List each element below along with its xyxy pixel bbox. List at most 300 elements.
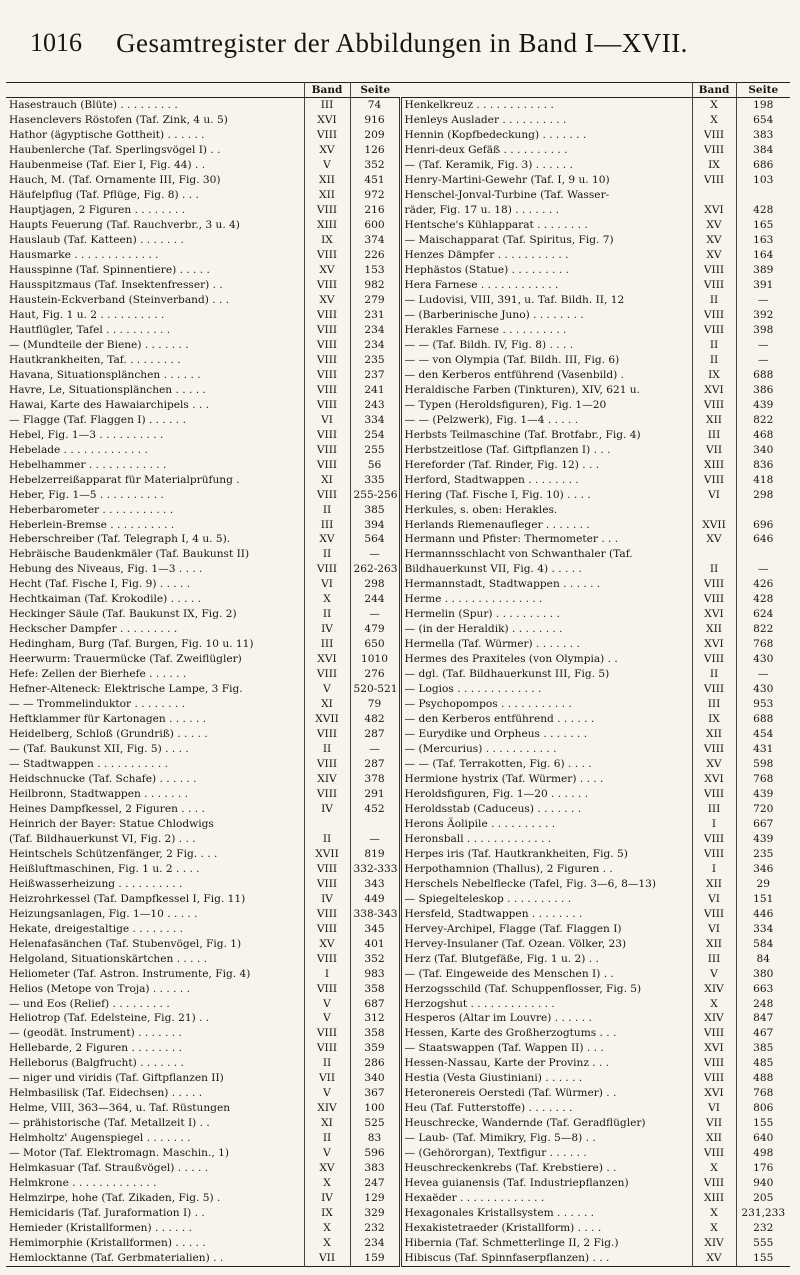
entry-right: Herford, Stadtwappen . . . . . . . . xyxy=(400,472,692,487)
band-right: XV xyxy=(692,532,736,547)
band-right: XII xyxy=(692,877,736,892)
entry-left: Heber, Fig. 1—5 . . . . . . . . . . xyxy=(9,488,164,501)
seite-right: 624 xyxy=(736,607,790,622)
entry-left: Helleborus (Balgfrucht) . . . . . . . xyxy=(9,1057,184,1070)
entry-right: — Laub- (Taf. Mimikry, Fig. 5—8) . . xyxy=(400,1131,692,1146)
seite-right: 164 xyxy=(736,248,790,263)
band-right xyxy=(692,502,736,517)
seite-right: 383 xyxy=(736,128,790,143)
entry-right: Hermelin (Spur) . . . . . . . . . . xyxy=(400,607,692,622)
entry-left: — Stadtwappen . . . . . . . . . . . xyxy=(9,758,168,771)
band-right: VIII xyxy=(692,742,736,757)
band-right: VIII xyxy=(692,592,736,607)
band-right: II xyxy=(692,562,736,577)
register-row xyxy=(6,338,790,353)
entry-right: Heronsball . . . . . . . . . . . . . xyxy=(400,832,692,847)
seite-left: 255 xyxy=(350,442,400,457)
band-right xyxy=(692,188,736,203)
band-right: XV xyxy=(692,248,736,263)
entry-right: — Typen (Heroldsfiguren), Fig. 1—20 xyxy=(400,398,692,413)
seite-right: 822 xyxy=(736,622,790,637)
entry-right: Herz (Taf. Blutgefäße, Fig. 1 u. 2) . . xyxy=(400,951,692,966)
band-left: XV xyxy=(304,936,350,951)
band-left: IV xyxy=(304,892,350,907)
seite-left: 286 xyxy=(350,1056,400,1071)
entry-left: Hathor (ägyptische Gottheit) . . . . . . xyxy=(9,129,205,142)
seite-left: 244 xyxy=(350,592,400,607)
entry-left: Heißwasserheizung . . . . . . . . . . xyxy=(9,877,183,890)
entry-right: — den Kerberos entführend . . . . . . xyxy=(400,712,692,727)
entry-left: Heißluftmaschinen, Fig. 1 u. 2 . . . . xyxy=(9,862,200,875)
seite-right: 198 xyxy=(736,98,790,114)
seite-right: 439 xyxy=(736,832,790,847)
seite-right: 418 xyxy=(736,472,790,487)
band-left: VI xyxy=(304,413,350,428)
register-row xyxy=(6,742,790,757)
entry-right: Herpes iris (Taf. Hautkrankheiten, Fig. 5) xyxy=(400,847,692,862)
seite-right: 389 xyxy=(736,263,790,278)
register-row xyxy=(6,592,790,607)
band-right: III xyxy=(692,697,736,712)
seite-left: 378 xyxy=(350,772,400,787)
entry-left: Häufelpflug (Taf. Pflüge, Fig. 8) . . . xyxy=(9,189,199,202)
register-body xyxy=(6,98,790,1267)
seite-right: 29 xyxy=(736,877,790,892)
entry-right: Herpothamnion (Thallus), 2 Figuren . . xyxy=(400,862,692,877)
seite-right: — xyxy=(736,562,790,577)
band-left: XI xyxy=(304,1116,350,1131)
register-row xyxy=(6,1116,790,1131)
band-right: X xyxy=(692,996,736,1011)
entry-right: Hermann und Pfister: Thermometer . . . xyxy=(400,532,692,547)
band-right: VIII xyxy=(692,143,736,158)
entry-right: Heuschrecke, Wandernde (Taf. Geradflügler) xyxy=(400,1116,692,1131)
seite-left: 972 xyxy=(350,188,400,203)
entry-left: Haustein-Eckverband (Steinverband) . . . xyxy=(9,293,230,306)
register-row xyxy=(6,428,790,443)
entry-left: Haupts Feuerung (Taf. Rauchverbr., 3 u. 4) xyxy=(9,219,240,232)
seite-left: — xyxy=(350,547,400,562)
entry-right: Hessen-Nassau, Karte der Provinz . . . xyxy=(400,1056,692,1071)
entry-left: Heinrich der Bayer: Statue Chlodwigs xyxy=(9,817,214,830)
seite-left: 982 xyxy=(350,278,400,293)
band-right: VIII xyxy=(692,323,736,338)
seite-right: 430 xyxy=(736,652,790,667)
band-right: XV xyxy=(692,757,736,772)
entry-right: Henri-deux Gefäß . . . . . . . . . . xyxy=(400,143,692,158)
entry-left: Helgoland, Situationskärtchen . . . . . xyxy=(9,952,208,965)
seite-left: 287 xyxy=(350,727,400,742)
entry-right: Herme . . . . . . . . . . . . . . . xyxy=(400,592,692,607)
band-left: VIII xyxy=(304,667,350,682)
entry-left: Helenafasänchen (Taf. Stubenvögel, Fig. 1) xyxy=(9,937,242,950)
band-left: XI xyxy=(304,472,350,487)
band-right: XV xyxy=(692,1251,736,1267)
register-row xyxy=(6,1206,790,1221)
entry-right: Hereforder (Taf. Rinder, Fig. 12) . . . xyxy=(400,457,692,472)
band-left: VIII xyxy=(304,428,350,443)
seite-right: 334 xyxy=(736,921,790,936)
register-row xyxy=(6,323,790,338)
band-left: VIII xyxy=(304,951,350,966)
seite-left: 340 xyxy=(350,1071,400,1086)
seite-left: 298 xyxy=(350,577,400,592)
band-left: VIII xyxy=(304,383,350,398)
seite-left: 358 xyxy=(350,981,400,996)
register-row xyxy=(6,487,790,502)
register-row xyxy=(6,308,790,323)
seite-left: 262-263 xyxy=(350,562,400,577)
band-left: II xyxy=(304,1131,350,1146)
entry-left: Hebelade . . . . . . . . . . . . . xyxy=(9,443,148,456)
seite-right: 488 xyxy=(736,1071,790,1086)
register-row xyxy=(6,368,790,383)
band-left: VIII xyxy=(304,457,350,472)
entry-right: Hexakistetraeder (Kristallform) . . . . xyxy=(400,1221,692,1236)
band-left: XIV xyxy=(304,1101,350,1116)
register-row xyxy=(6,727,790,742)
band-right: X xyxy=(692,1221,736,1236)
entry-right: — (Taf. Eingeweide des Menschen I) . . xyxy=(400,966,692,981)
seite-left: 234 xyxy=(350,1236,400,1251)
band-right: IX xyxy=(692,712,736,727)
band-right: VIII xyxy=(692,577,736,592)
register-row xyxy=(6,472,790,487)
entry-left: — Flagge (Taf. Flaggen I) . . . . . . xyxy=(9,413,186,426)
seite-left: 600 xyxy=(350,218,400,233)
register-row xyxy=(6,667,790,682)
entry-left: Heliotrop (Taf. Edelsteine, Fig. 21) . . xyxy=(9,1012,210,1025)
band-right: VIII xyxy=(692,308,736,323)
band-left: VII xyxy=(304,1251,350,1267)
entry-left: Hebel, Fig. 1—3 . . . . . . . . . . xyxy=(9,428,164,441)
page-header xyxy=(30,22,774,62)
entry-right: — Maischapparat (Taf. Spiritus, Fig. 7) xyxy=(400,233,692,248)
entry-right: — Logios . . . . . . . . . . . . . xyxy=(400,682,692,697)
register-row xyxy=(6,1056,790,1071)
seite-right: 686 xyxy=(736,158,790,173)
band-left: VIII xyxy=(304,338,350,353)
entry-left: — (Taf. Baukunst XII, Fig. 5) . . . . xyxy=(9,743,189,756)
seite-right: 391 xyxy=(736,278,790,293)
seite-right: 231,233 xyxy=(736,1206,790,1221)
seite-right: 176 xyxy=(736,1161,790,1176)
seite-right: 468 xyxy=(736,428,790,443)
register-row xyxy=(6,921,790,936)
entry-left: Helmkrone . . . . . . . . . . . . . xyxy=(9,1177,157,1190)
entry-left: Hasenclevers Röstofen (Taf. Zink, 4 u. 5) xyxy=(9,114,228,127)
seite-left: 329 xyxy=(350,1206,400,1221)
seite-header-right: Seite xyxy=(736,83,790,98)
band-left: V xyxy=(304,682,350,697)
register-row xyxy=(6,1101,790,1116)
band-right: VIII xyxy=(692,1056,736,1071)
band-right: XIV xyxy=(692,1011,736,1026)
band-right: VIII xyxy=(692,682,736,697)
seite-left: 345 xyxy=(350,921,400,936)
seite-right: 822 xyxy=(736,413,790,428)
band-header-left: Band xyxy=(304,83,350,98)
entry-left: — und Eos (Relief) . . . . . . . . . xyxy=(9,997,170,1010)
band-left: II xyxy=(304,1056,350,1071)
entry-right: Henry-Martini-Gewehr (Taf. I, 9 u. 10) xyxy=(400,173,692,188)
register-row xyxy=(6,517,790,532)
register-row xyxy=(6,1251,790,1267)
band-right: VII xyxy=(692,442,736,457)
band-right: VIII xyxy=(692,1026,736,1041)
seite-left: 79 xyxy=(350,697,400,712)
seite-left: 153 xyxy=(350,263,400,278)
band-right: VIII xyxy=(692,173,736,188)
entry-right: — den Kerberos entführend (Vasenbild) . xyxy=(400,368,692,383)
seite-left: 385 xyxy=(350,502,400,517)
seite-left: 1010 xyxy=(350,652,400,667)
entry-right: Hermella (Taf. Würmer) . . . . . . . xyxy=(400,637,692,652)
band-left: II xyxy=(304,832,350,847)
register-row xyxy=(6,457,790,472)
band-left: VIII xyxy=(304,1026,350,1041)
seite-left: 287 xyxy=(350,757,400,772)
seite-left: 74 xyxy=(350,98,400,114)
entry-right: Hestia (Vesta Giustiniani) . . . . . . xyxy=(400,1071,692,1086)
register-row xyxy=(6,832,790,847)
band-left: IV xyxy=(304,622,350,637)
seite-right: 598 xyxy=(736,757,790,772)
seite-right: 426 xyxy=(736,577,790,592)
seite-left: 650 xyxy=(350,637,400,652)
entry-right: Herkules, s. oben: Herakles. xyxy=(400,502,692,517)
seite-right xyxy=(736,547,790,562)
register-row xyxy=(6,1221,790,1236)
band-right: XVI xyxy=(692,607,736,622)
entry-left: — prähistorische (Taf. Metallzeit I) . . xyxy=(9,1117,210,1130)
register-row xyxy=(6,353,790,368)
band-right: VIII xyxy=(692,787,736,802)
seite-left: 596 xyxy=(350,1146,400,1161)
entry-left: Helmbasilisk (Taf. Eidechsen) . . . . . xyxy=(9,1087,203,1100)
band-right: XII xyxy=(692,413,736,428)
band-right: XII xyxy=(692,936,736,951)
seite-right: 163 xyxy=(736,233,790,248)
entry-right: Herzogsschild (Taf. Schuppenflosser, Fig. 5) xyxy=(400,981,692,996)
seite-right: 384 xyxy=(736,143,790,158)
seite-right: 165 xyxy=(736,218,790,233)
seite-right: 640 xyxy=(736,1131,790,1146)
entry-right: Herschels Nebelflecke (Tafel, Fig. 3—6, 8—13) xyxy=(400,877,692,892)
register-row xyxy=(6,802,790,817)
register-row xyxy=(6,398,790,413)
band-right: IX xyxy=(692,158,736,173)
band-right: XII xyxy=(692,1131,736,1146)
seite-right: 103 xyxy=(736,173,790,188)
entry-left: Hefe: Zellen der Bierhefe . . . . . . xyxy=(9,668,187,681)
band-left: III xyxy=(304,98,350,114)
entry-left: Hemimorphie (Kristallformen) . . . . . xyxy=(9,1237,206,1250)
band-right: I xyxy=(692,817,736,832)
entry-right: Herlands Riemenaufleger . . . . . . . xyxy=(400,517,692,532)
band-left: III xyxy=(304,517,350,532)
entry-right: Hephästos (Statue) . . . . . . . . . xyxy=(400,263,692,278)
seite-left: — xyxy=(350,742,400,757)
seite-right: — xyxy=(736,338,790,353)
seite-left: 401 xyxy=(350,936,400,951)
band-left: VIII xyxy=(304,248,350,263)
band-right: XVI xyxy=(692,203,736,218)
register-row xyxy=(6,562,790,577)
entry-right: Herakles Farnese . . . . . . . . . . xyxy=(400,323,692,338)
entry-left: — (Mundteile der Biene) . . . . . . . xyxy=(9,338,189,351)
register-row xyxy=(6,622,790,637)
entry-left: — Motor (Taf. Elektromagn. Maschin., 1) xyxy=(9,1147,229,1160)
entry-left: Hebelhammer . . . . . . . . . . . . xyxy=(9,458,167,471)
entry-right: Hibiscus (Taf. Spinnfaserpflanzen) . . . xyxy=(400,1251,692,1267)
band-right: VIII xyxy=(692,472,736,487)
band-right: VIII xyxy=(692,263,736,278)
entry-left: Hedingham, Burg (Taf. Burgen, Fig. 10 u. 11) xyxy=(9,638,254,651)
entry-left: Hecht (Taf. Fische I, Fig. 9) . . . . . xyxy=(9,578,191,591)
seite-left: 254 xyxy=(350,428,400,443)
seite-left: 279 xyxy=(350,293,400,308)
seite-right: 555 xyxy=(736,1236,790,1251)
band-right: VI xyxy=(692,892,736,907)
seite-right: 431 xyxy=(736,742,790,757)
band-left: VIII xyxy=(304,757,350,772)
band-right: IX xyxy=(692,368,736,383)
register-row xyxy=(6,1146,790,1161)
seite-right: 340 xyxy=(736,442,790,457)
entry-right: — dgl. (Taf. Bildhauerkunst III, Fig. 5) xyxy=(400,667,692,682)
entry-left: Hemieder (Kristallformen) . . . . . . xyxy=(9,1222,193,1235)
band-right: XV xyxy=(692,218,736,233)
register-row xyxy=(6,1011,790,1026)
entry-right: Hersfeld, Stadtwappen . . . . . . . . xyxy=(400,907,692,922)
entry-left: Helmkasuar (Taf. Straußvögel) . . . . . xyxy=(9,1162,209,1175)
seite-left: 234 xyxy=(350,338,400,353)
seite-right: 430 xyxy=(736,682,790,697)
entry-right: — Staatswappen (Taf. Wappen II) . . . xyxy=(400,1041,692,1056)
entry-right: Heteronereis Oerstedi (Taf. Würmer) . . xyxy=(400,1086,692,1101)
register-row xyxy=(6,862,790,877)
register-row xyxy=(6,113,790,128)
entry-left: — — Trommelinduktor . . . . . . . . xyxy=(9,698,185,711)
seite-right: 688 xyxy=(736,368,790,383)
entry-right: Herons Äolipile . . . . . . . . . . xyxy=(400,817,692,832)
band-right: VIII xyxy=(692,128,736,143)
band-right: XIII xyxy=(692,1191,736,1206)
entry-right: Herzogshut . . . . . . . . . . . . . xyxy=(400,996,692,1011)
register-row xyxy=(6,1191,790,1206)
seite-right: 584 xyxy=(736,936,790,951)
band-right: VI xyxy=(692,1101,736,1116)
entry-left: — (geodät. Instrument) . . . . . . . xyxy=(9,1027,182,1040)
register-row xyxy=(6,1161,790,1176)
register-row xyxy=(6,1176,790,1191)
entry-left: Heilbronn, Stadtwappen . . . . . . . xyxy=(9,787,188,800)
seite-right: 151 xyxy=(736,892,790,907)
seite-right: 454 xyxy=(736,727,790,742)
page-number: 1016 xyxy=(30,28,82,57)
register-row xyxy=(6,547,790,562)
register-row xyxy=(6,218,790,233)
seite-right: 428 xyxy=(736,203,790,218)
entry-header-left xyxy=(6,83,304,98)
entry-right: Heraldische Farben (Tinkturen), XIV, 621 u. xyxy=(400,383,692,398)
entry-right: Hevea guianensis (Taf. Industriepflanzen) xyxy=(400,1176,692,1191)
band-right: XVI xyxy=(692,637,736,652)
entry-left: Heerwurm: Trauermücke (Taf. Zweiflügler) xyxy=(9,653,242,666)
seite-right: 485 xyxy=(736,1056,790,1071)
register-row xyxy=(6,1026,790,1041)
entry-right: — Ludovisi, VIII, 391, u. Taf. Bildh. II, 12 xyxy=(400,293,692,308)
band-left: V xyxy=(304,996,350,1011)
seite-right: 298 xyxy=(736,487,790,502)
entry-right: Heroldsstab (Caduceus) . . . . . . . xyxy=(400,802,692,817)
register-row xyxy=(6,892,790,907)
page-title: Gesamtregister der Abbildungen in Band I—XVII. xyxy=(116,28,688,58)
band-left: XV xyxy=(304,143,350,158)
band-left: XII xyxy=(304,173,350,188)
register-row xyxy=(6,637,790,652)
band-left: II xyxy=(304,502,350,517)
band-left: II xyxy=(304,547,350,562)
band-left: VIII xyxy=(304,353,350,368)
seite-right: 847 xyxy=(736,1011,790,1026)
seite-left: 367 xyxy=(350,1086,400,1101)
entry-left: Hellebarde, 2 Figuren . . . . . . . . xyxy=(9,1042,182,1055)
band-right: II xyxy=(692,338,736,353)
column-header-row xyxy=(6,83,790,98)
seite-right: 346 xyxy=(736,862,790,877)
seite-right: 392 xyxy=(736,308,790,323)
entry-right: Hexaëder . . . . . . . . . . . . . xyxy=(400,1191,692,1206)
band-left: VIII xyxy=(304,203,350,218)
band-right: VIII xyxy=(692,907,736,922)
band-left: VIII xyxy=(304,398,350,413)
entry-left: Heftklammer für Kartonagen . . . . . . xyxy=(9,713,207,726)
seite-left: 520-521 xyxy=(350,682,400,697)
seite-left: 232 xyxy=(350,1221,400,1236)
entry-left: Havana, Situationsplänchen . . . . . . xyxy=(9,368,201,381)
register-row xyxy=(6,757,790,772)
entry-right: Henkelkreuz . . . . . . . . . . . . xyxy=(400,98,692,114)
register-row xyxy=(6,128,790,143)
entry-left: Hemlocktanne (Taf. Gerbmaterialien) . . xyxy=(9,1252,224,1265)
seite-right: 768 xyxy=(736,637,790,652)
band-left: I xyxy=(304,966,350,981)
register-row xyxy=(6,996,790,1011)
seite-right: 467 xyxy=(736,1026,790,1041)
band-left: XV xyxy=(304,1161,350,1176)
seite-left: 312 xyxy=(350,1011,400,1026)
entry-right: Hera Farnese . . . . . . . . . . . . xyxy=(400,278,692,293)
band-left: V xyxy=(304,1146,350,1161)
seite-left: 100 xyxy=(350,1101,400,1116)
band-left: XII xyxy=(304,188,350,203)
register-row xyxy=(6,907,790,922)
register-row xyxy=(6,981,790,996)
seite-right: 155 xyxy=(736,1251,790,1267)
seite-right: 940 xyxy=(736,1176,790,1191)
register-row xyxy=(6,188,790,203)
seite-left: 291 xyxy=(350,787,400,802)
register-row xyxy=(6,936,790,951)
seite-left: 243 xyxy=(350,398,400,413)
register-row xyxy=(6,712,790,727)
entry-right: Hexagonales Kristallsystem . . . . . . xyxy=(400,1206,692,1221)
band-left: VIII xyxy=(304,487,350,502)
entry-left: Haubenmeise (Taf. Eier I, Fig. 44) . . xyxy=(9,159,206,172)
band-right: III xyxy=(692,802,736,817)
